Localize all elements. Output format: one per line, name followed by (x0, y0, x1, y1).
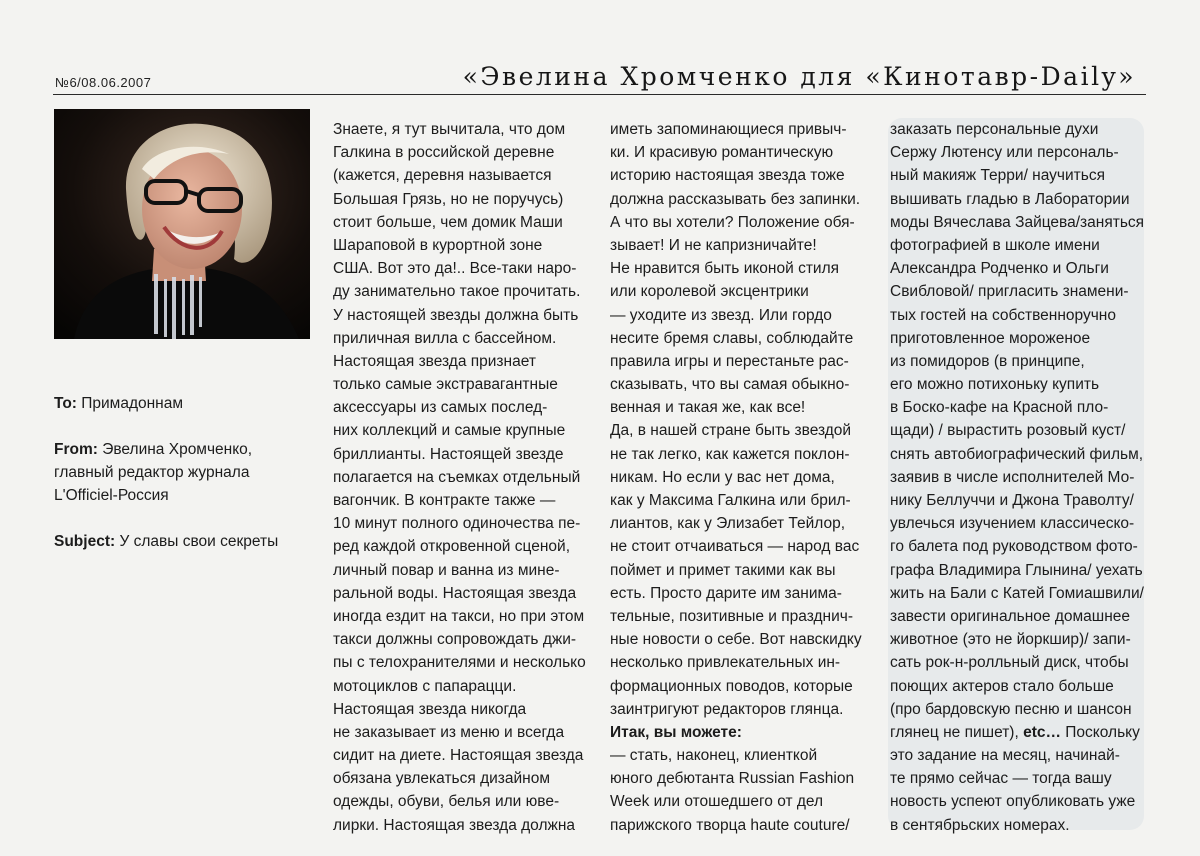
memo-subject (54, 530, 314, 553)
text-line: Итак, вы можете: (610, 723, 742, 741)
text-line: Александра Родченко и Ольги (890, 260, 1109, 278)
text-line: Настоящая звезда никогда (333, 700, 527, 718)
text-line: 10 минут полного одиночества пе- (333, 515, 581, 533)
text-line: ки. И красивую романтическую (610, 144, 834, 162)
text-line: Шараповой в курортной зоне (333, 236, 543, 254)
memo-subject-value: У славы свои секреты (119, 533, 279, 550)
text-line: Настоящая звезда признает (333, 352, 536, 370)
text-line: поймет и примет такими как вы (610, 561, 836, 579)
text-line: обязана увлекаться дизайном (333, 770, 551, 788)
text-line: Свибловой/ пригласить знамени- (890, 283, 1129, 301)
text-line: Да, в нашей стране быть звездой (610, 422, 852, 440)
text-line: бриллианты. Настоящей звезде (333, 445, 564, 463)
text-line: Большая Грязь, но не поручусь) (333, 190, 564, 208)
text-line: в сентябрьских номерах. (890, 816, 1070, 834)
header-divider (53, 94, 1146, 95)
text-line: ду занимательно такое прочитать. (333, 283, 581, 301)
text-line: не так легко, как кажется поклон- (610, 445, 850, 463)
text-line: несите бремя славы, соблюдайте (610, 329, 854, 347)
author-photo (54, 109, 310, 339)
text-line: — стать, наконец, клиенткой (610, 747, 818, 765)
text-line: ред каждой откровенной сценой, (333, 538, 570, 556)
memo-to (54, 392, 314, 415)
text-line: зывает! И не капризничайте! (610, 236, 817, 254)
memo-from-value-2: главный редактор журнала (54, 464, 250, 481)
text-line: как у Максима Галкина или брил- (610, 492, 851, 509)
memo-from-value-1: Эвелина Хромченко, (102, 441, 253, 458)
text-line: заинтригуют редакторов глянца. (610, 700, 844, 718)
text-line: снять автобиографический фильм, (890, 445, 1144, 463)
text-line: заказать персональные духи (890, 121, 1099, 138)
text-line: одежды, обуви, белья или юве- (333, 793, 560, 811)
text-line: ральной воды. Настоящая звезда (333, 584, 577, 602)
text-line: ные новости о себе. Вот навскидку (610, 631, 862, 649)
text-line: Week или отошедшего от дел (610, 793, 824, 811)
text-line: завести оригинальное домашнее (890, 607, 1131, 625)
memo-subject-label: Subject: (54, 533, 116, 550)
text-line: историю настоящая звезда тоже (610, 167, 845, 185)
issue-number: №6/08.06.2007 (55, 75, 152, 90)
text-line: вагончик. В контракте также — (333, 492, 556, 509)
text-line: животное (это не йоркшир)/ запи- (890, 631, 1131, 649)
text-line: Знаете, я тут вычитала, что дом (333, 121, 566, 138)
text-line: нику Беллуччи и Джона Траволту/ (890, 492, 1134, 509)
text-line: — уходите из звезд. Или гордо (610, 306, 832, 324)
text-line: тельные, позитивные и празднич- (610, 607, 853, 625)
text-line: увлечься изучением классическо- (890, 515, 1135, 533)
text-line: те прямо сейчас — тогда вашу (890, 770, 1112, 788)
text-line: мотоциклов с папарацци. (333, 677, 517, 695)
text-line: в Боско-кафе на Красной пло- (890, 399, 1109, 417)
memo-to-label: To: (54, 395, 77, 412)
text-line: А что вы хотели? Положение обя- (610, 213, 855, 231)
text-line: личный повар и ванна из мине- (333, 561, 560, 579)
text-line: поющих актеров стало больше (890, 677, 1114, 695)
text-line: Галкина в российской деревне (333, 144, 555, 162)
text-line: США. Вот это да!.. Все-таки наро- (333, 260, 577, 278)
text-line: есть. Просто дарите им занима- (610, 584, 842, 602)
memo-from-label: From: (54, 441, 98, 458)
article-column-2 (610, 118, 870, 837)
text-line: несколько привлекательных ин- (610, 654, 841, 672)
etc-tail: Поскольку (1060, 723, 1140, 741)
text-line: правила игры и перестаньте рас- (610, 352, 849, 370)
memo-from-value-3: L'Officiel-Россия (54, 487, 169, 504)
portrait-image (54, 109, 310, 339)
text-line: юного дебютанта Russian Fashion (610, 770, 855, 788)
text-line: только самые экстравагантные (333, 376, 558, 394)
text-line: это задание на месяц, начинай- (890, 747, 1120, 765)
text-line: иметь запоминающиеся привыч- (610, 121, 847, 138)
text-line: Сержу Лютенсу или персональ- (890, 144, 1119, 162)
text-line: заявив в числе исполнителей Мо- (890, 468, 1135, 486)
text-line: сидит на диете. Настоящая звезда (333, 747, 584, 765)
etc-emphasis: etc… (1018, 723, 1061, 741)
text-line: приготовленное мороженое (890, 329, 1091, 347)
text-line: (про бардовскую песню и шансон (890, 700, 1132, 718)
text-line: из помидоров (в принципе, (890, 352, 1085, 370)
article-column-3 (890, 118, 1144, 837)
text-line: графа Владимира Глынина/ уехать (890, 561, 1143, 579)
text-line: его можно потихоньку купить (890, 376, 1100, 394)
text-line: го балета под руководством фото- (890, 538, 1138, 556)
text-line: пы с телохранителями и несколько (333, 654, 586, 672)
text-line: них коллекций и самые крупные (333, 422, 566, 440)
text-line: должна рассказывать без запинки. (610, 190, 861, 208)
page-title: «Эвелина Хромченко для «Кинотавр-Daily» (462, 62, 1136, 91)
text-line: вышивать гладью в Лаборатории (890, 190, 1130, 208)
text-line: формационных поводов, которые (610, 677, 853, 695)
text-line: не стоит отчаиваться — народ вас (610, 538, 860, 556)
text-line: Не нравится быть иконой стиля (610, 260, 840, 278)
text-line: стоит больше, чем домик Маши (333, 213, 563, 231)
text-line: иногда ездит на такси, но при этом (333, 607, 585, 625)
text-line: лиантов, как у Элизабет Тейлор, (610, 515, 846, 533)
text-line: фотографией в школе имени (890, 236, 1100, 254)
text-line: глянец не пишет), etc… Поскольку (890, 723, 1140, 741)
text-line: не заказывает из меню и всегда (333, 723, 565, 741)
text-line: ный макияж Терри/ научиться (890, 167, 1105, 185)
text-line: сказывать, что вы самая обыкно- (610, 376, 850, 394)
text-line: аксессуары из самых послед- (333, 399, 548, 417)
text-line: полагается на съемках отдельный (333, 468, 581, 486)
text-line: жить на Бали с Катей Гомиашвили/ (890, 584, 1144, 602)
text-line: новость успеют опубликовать уже (890, 793, 1136, 811)
text-line: никам. Но если у вас нет дома, (610, 468, 835, 486)
text-line: (кажется, деревня называется (333, 167, 552, 185)
text-line: такси должны сопровождать джи- (333, 631, 577, 649)
text-line: парижского творца haute couture/ (610, 816, 850, 834)
text-line: тых гостей на собственноручно (890, 306, 1116, 324)
article-column-1 (333, 118, 588, 837)
text-line: приличная вилла с бассейном. (333, 329, 557, 347)
memo-to-value: Примадоннам (81, 395, 184, 412)
text-line: щади) / вырастить розовый куст/ (890, 422, 1126, 440)
text-line: У настоящей звезды должна быть (333, 306, 579, 324)
text-line: сать рок-н-ролльный диск, чтобы (890, 654, 1129, 672)
text-line: или королевой эксцентрики (610, 283, 809, 301)
text-line: моды Вячеслава Зайцева/заняться (890, 213, 1145, 231)
text-line: венная и такая же, как все! (610, 399, 806, 417)
memo-from (54, 438, 314, 507)
text-line: лирки. Настоящая звезда должна (333, 816, 576, 834)
